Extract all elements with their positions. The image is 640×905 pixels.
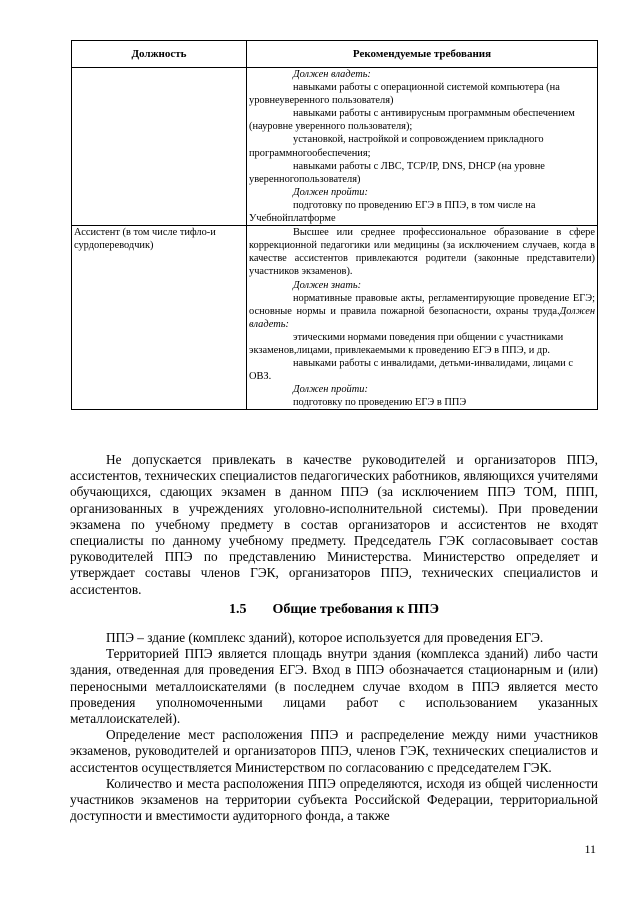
req-line: Должен владеть:: [293, 69, 371, 80]
row1-position: [72, 68, 247, 226]
req-line: Должен знать:: [293, 279, 362, 291]
row2-requirements: [247, 226, 598, 410]
section-number: 1.5: [228, 602, 247, 617]
page-number: 11: [584, 842, 596, 856]
req-line: навыками работы с ЛВС, TCP/IP, DNS, DHCP (на уровне уверенногопользователя): [249, 160, 545, 185]
req-text: нормативные правовые акты, регламентирующие проведение ЕГЭ; основные нормы и правила пожарной безопасности, охраны труда.: [249, 292, 595, 317]
req-line: подготовку по проведению ЕГЭ в ППЭ: [293, 397, 467, 409]
req-line: [249, 292, 595, 331]
table-row: [72, 68, 598, 226]
paragraph: Территорией ППЭ является площадь внутри здания (комплекса зданий) либо части здания, отведенная для проведения ЕГЭ. Вход в ППЭ обозначается стационарным и (или) переносными металлоискателями (в последнем случае входом в ППЭ является место проведения уполномоченными лицами работ с использованием указанных металлоискателей).: [70, 646, 598, 727]
req-line: навыками работы с инвалидами, детьми-инвалидами, лицами с ОВЗ.: [249, 358, 573, 383]
paragraph: Количество и места расположения ППЭ определяются, исходя из общей численности участников экзаменов на территории субъекта Российской Федерации, территориальной доступности и вместимости аудиторного фонда, а также: [70, 775, 598, 824]
req-line: подготовку по проведению ЕГЭ в ППЭ, в том числе на Учебнойплатформе: [249, 199, 536, 225]
req-line: навыками работы с антивирусным программным обеспечением (науровне уверенного пользователя);: [249, 108, 575, 133]
row1-requirements: [247, 68, 598, 226]
table-row: [72, 226, 598, 410]
table-header-row: [72, 41, 598, 68]
req-line: Должен пройти:: [293, 384, 368, 396]
row2-position: Ассистент (в том числе тифло-и сурдопереводчик): [72, 226, 247, 410]
section-title: Общие требования к ППЭ: [272, 602, 440, 617]
section-heading: [70, 602, 598, 618]
requirements-table: [71, 40, 598, 410]
req-line: навыками работы с операционной системой компьютера (на уровнеуверенного пользователя): [249, 82, 560, 107]
header-requirements: Рекомендуемые требования: [247, 41, 598, 68]
paragraph-block-2: [70, 630, 598, 824]
paragraph: ППЭ – здание (комплекс зданий), которое используется для проведения ЕГЭ.: [106, 630, 544, 645]
header-position: Должность: [72, 41, 247, 68]
req-line: Высшее или среднее профессиональное образование в сфере коррекционной педагогики или медицины (за исключением случаев, когда в качестве ассистентов привлекаются родители (законные представители) участников экзаменов).: [249, 227, 595, 278]
req-line: установкой, настройкой и сопровождением прикладного программногообеспечения;: [249, 134, 544, 159]
req-italic: Должен владеть:: [249, 305, 595, 330]
req-line: этическими нормами поведения при общении с участниками экзаменов,лицами, привлекаемыми к проведению ЕГЭ в ППЭ, и др.: [249, 331, 564, 356]
paragraph-block-1: [70, 452, 598, 598]
paragraph: Не допускается привлекать в качестве руководителей и организаторов ППЭ, ассистентов, технических специалистов педагогических работников, являющихся учителями обучающихся, сдающих экзамен в данном ППЭ (за исключением ППЭ ТОМ, ППП, организованных в учреждениях уголовно-исполнительной системы). При проведении экзамена по учебному предмету в состав организаторов и ассистентов не входят специалисты по данному учебному предмету. Председатель ГЭК согласовывает состав руководителей ППЭ по представлению Министерства. Министерство определяет и утверждает составы членов ГЭК, организаторов ППЭ, технических специалистов и ассистентов.: [70, 452, 598, 597]
req-line: Должен пройти:: [293, 186, 368, 198]
paragraph: Определение мест расположения ППЭ и распределение между ними участников экзаменов, руководителей и организаторов ППЭ, членов ГЭК, технических специалистов и ассистентов осуществляется Министерством по согласованию с председателем ГЭК.: [70, 727, 598, 775]
